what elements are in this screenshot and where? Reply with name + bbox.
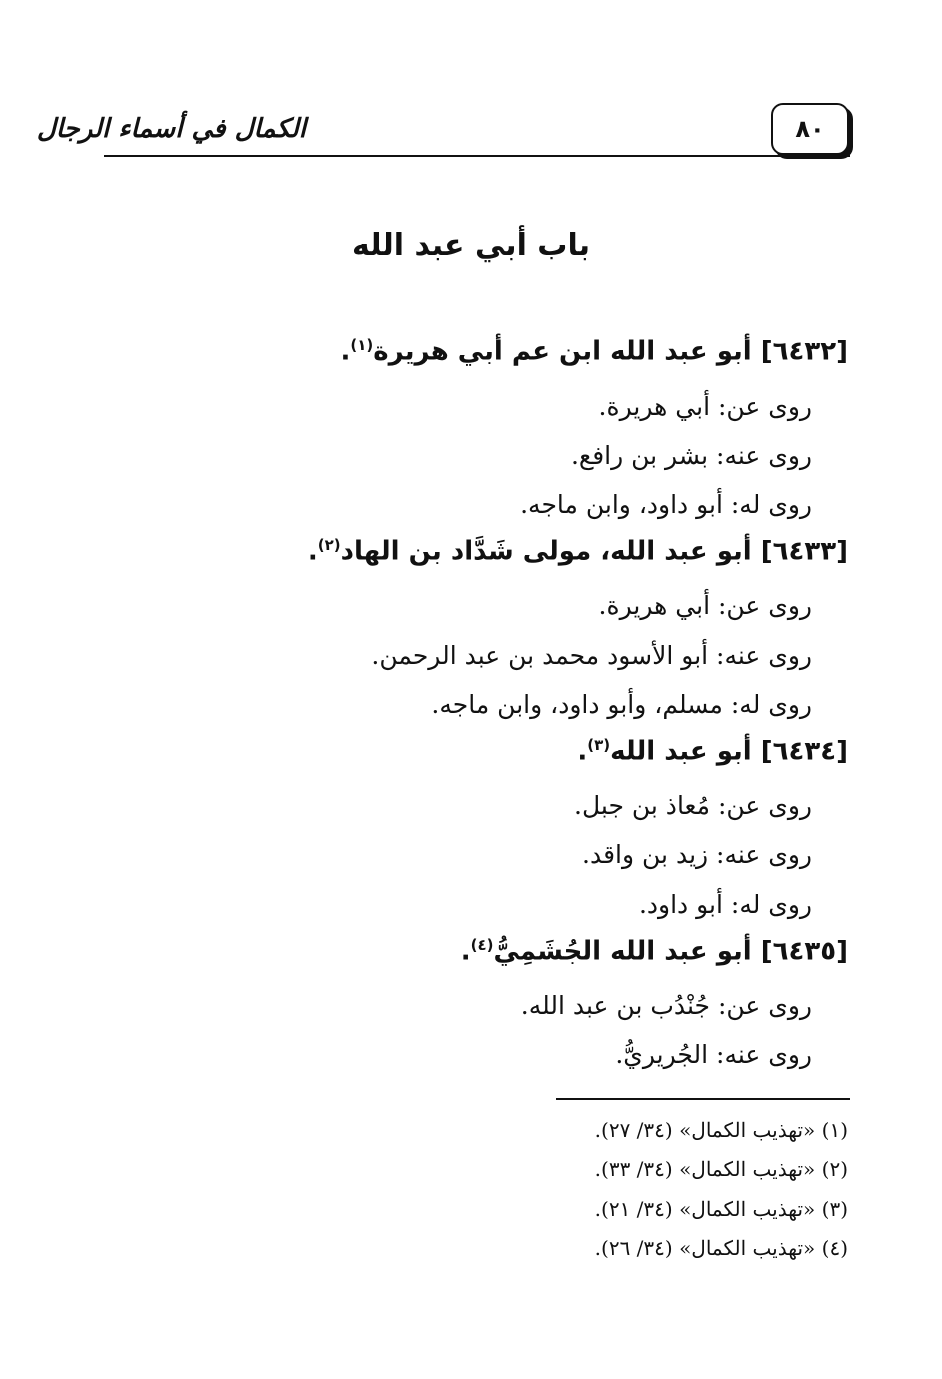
narration-line: روى عنه: أبو الأسود محمد بن عبد الرحمن. [371, 641, 812, 670]
book-title: الكمال في أسماء الرجال [36, 114, 306, 144]
footnote-divider [556, 1098, 850, 1100]
narration-line: روى له: أبو داود، وابن ماجه. [520, 490, 812, 519]
footnote-ref: (٤) [470, 936, 494, 954]
header-divider [104, 155, 850, 157]
chapter-title: باب أبي عبد الله [352, 228, 590, 263]
entry-heading [461, 936, 848, 967]
narration-line: روى عن: جُنْدُب بن عبد الله. [520, 991, 812, 1020]
narration-line: روى عن: أبي هريرة. [598, 392, 812, 421]
entry-end: . [307, 536, 318, 567]
entry-heading [577, 736, 848, 767]
narration-line: روى عنه: بشر بن رافع. [570, 441, 812, 470]
page-number-box [771, 103, 849, 155]
narration-line: روى له: أبو داود. [638, 890, 812, 919]
narration-line: روى له: مسلم، وأبو داود، وابن ماجه. [431, 690, 812, 719]
entry-number: [٦٤٣٥] [760, 936, 848, 967]
entry-name: أبو عبد الله الجُشَمِيُّ [493, 936, 752, 967]
footnote-ref: (١) [350, 336, 374, 354]
narration-line: روى عنه: زيد بن واقد. [582, 840, 812, 869]
entry-name: أبو عبد الله ابن عم أبي هريرة [373, 336, 752, 367]
entry-end: . [460, 936, 471, 967]
entry-number: [٦٤٣٢] [760, 336, 848, 367]
narration-line: روى عن: أبي هريرة. [598, 591, 812, 620]
entry-name: أبو عبد الله، مولى شَدَّاد بن الهاد [340, 536, 752, 567]
footnote: (١) «تهذيب الكمال» (٣٤/ ٢٧). [594, 1118, 848, 1142]
footnote: (٣) «تهذيب الكمال» (٣٤/ ٢١). [594, 1197, 848, 1221]
entry-end: . [340, 336, 351, 367]
entry-heading [340, 336, 848, 367]
footnote: (٢) «تهذيب الكمال» (٣٤/ ٣٣). [594, 1157, 848, 1181]
entry-name: أبو عبد الله [610, 736, 752, 767]
entry-end: . [577, 736, 588, 767]
entry-number: [٦٤٣٤] [760, 736, 848, 767]
entry-number: [٦٤٣٣] [760, 536, 848, 567]
narration-line: روى عنه: الجُريريُّ. [615, 1040, 812, 1069]
narration-line: روى عن: مُعاذ بن جبل. [574, 791, 812, 820]
page-number: ٨٠ [795, 115, 825, 143]
footnote-ref: (٣) [587, 736, 611, 754]
footnote: (٤) «تهذيب الكمال» (٣٤/ ٢٦). [594, 1236, 848, 1260]
entry-heading [308, 536, 848, 567]
footnote-ref: (٢) [317, 536, 341, 554]
